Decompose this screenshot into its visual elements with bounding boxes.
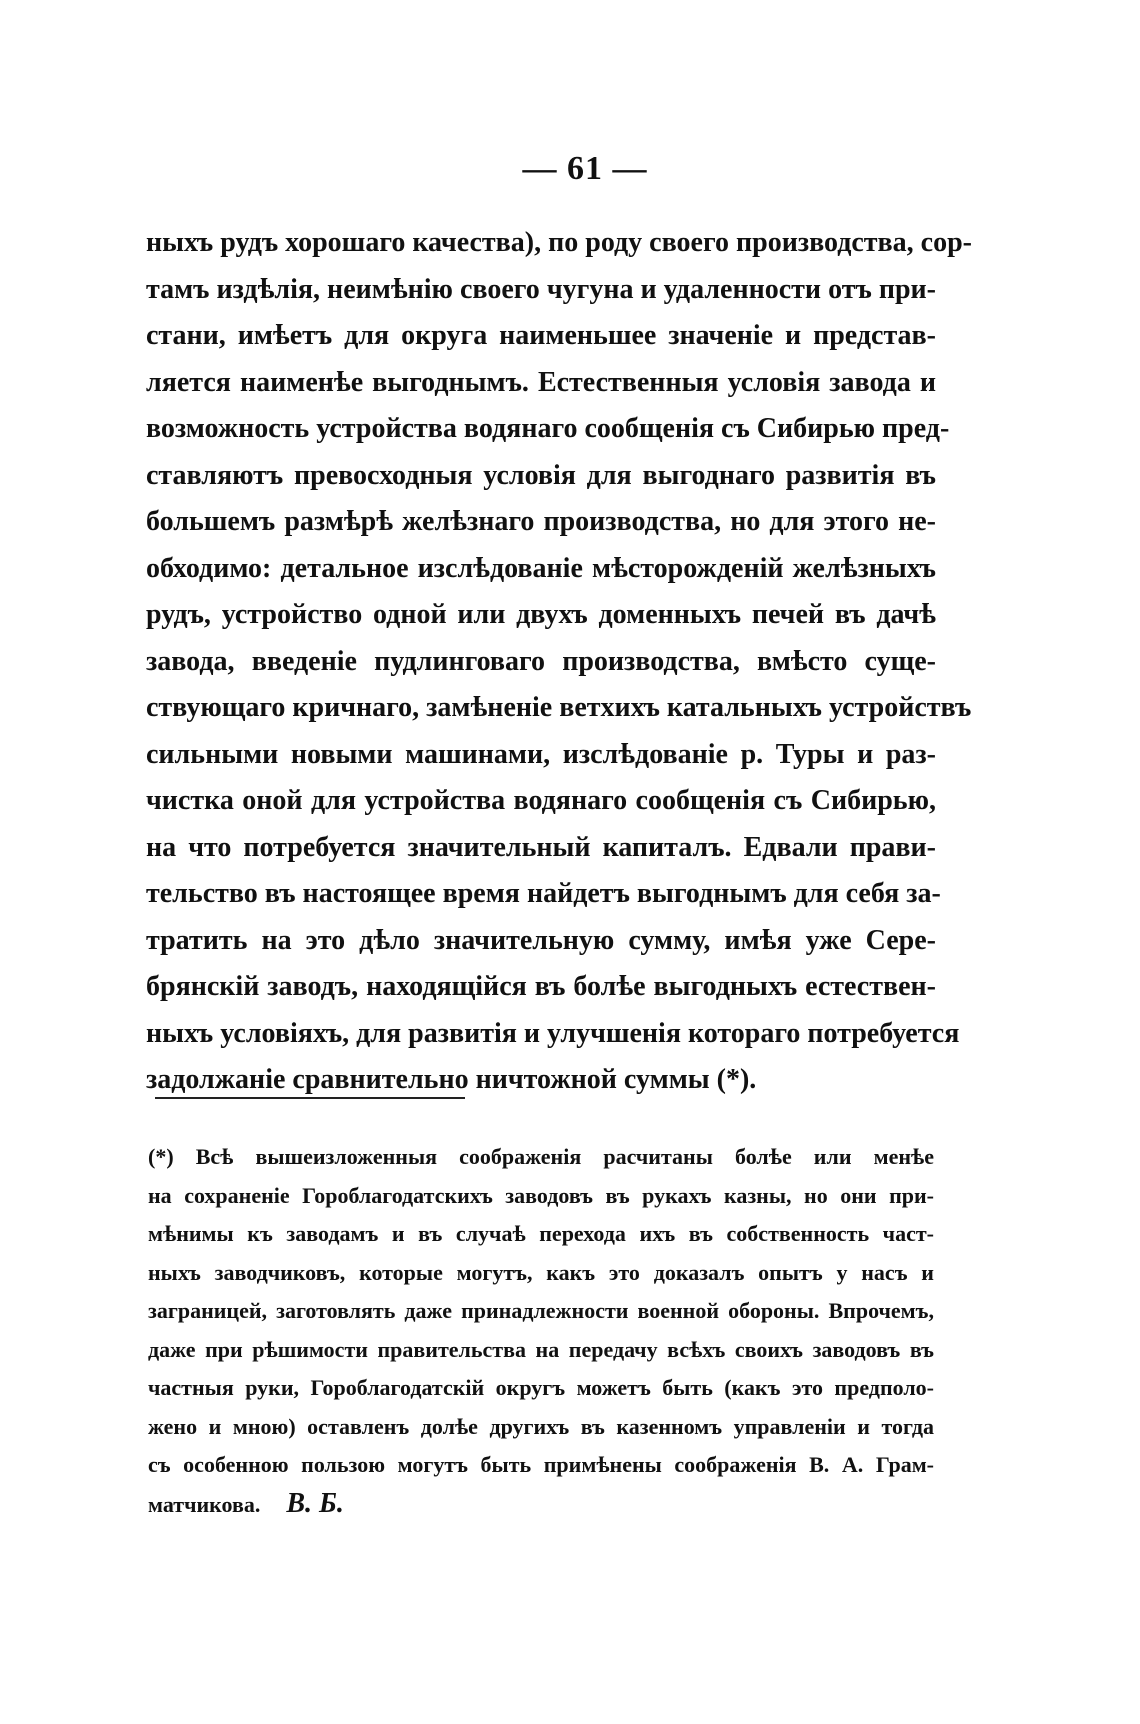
footnote-line bbox=[148, 1369, 934, 1408]
text-line: на что потребуется значительный капиталъ. Едвали прави- bbox=[146, 831, 936, 863]
footnote bbox=[148, 1138, 934, 1523]
footnote-divider bbox=[155, 1097, 465, 1099]
author-signature: В. Б. bbox=[286, 1487, 344, 1519]
text-line: ляется наименѣе выгоднымъ. Естественныя условія завода и bbox=[146, 366, 936, 398]
text-line: обходимо: детальное изслѣдованіе мѣсторожденій желѣзныхъ bbox=[146, 552, 936, 584]
text-line: сильными новыми машинами, изслѣдованіе р. Туры и раз- bbox=[146, 738, 936, 770]
text-line: завода, введеніе пудлинговаго производства, вмѣсто суще- bbox=[146, 645, 936, 677]
text-line: стани, имѣетъ для округа наименьшее значеніе и представ- bbox=[146, 320, 936, 351]
text-line: ставляютъ превосходныя условія для выгоднаго развитія въ bbox=[146, 459, 936, 491]
page-number: — 61 — bbox=[522, 150, 648, 187]
footnote-line-text: ныхъ заводчиковъ, которые могутъ, какъ это доказалъ опытъ у насъ и bbox=[148, 1259, 934, 1285]
text-line: ствующаго кричнаго, замѣненіе ветхихъ катальныхъ устройствъ bbox=[146, 692, 972, 723]
footnote-line-text: съ особенною пользою могутъ быть примѣнены соображенія В. А. Грам- bbox=[148, 1452, 934, 1477]
text-line: тамъ издѣлія, неимѣнію своего чугуна и удаленности отъ при- bbox=[146, 273, 936, 305]
text-line: ныхъ рудъ хорошаго качества), по роду своего производства, сор- bbox=[146, 227, 972, 258]
footnote-line-text: на сохраненіе Гороблагодатскихъ заводовъ въ рукахъ казны, но они при- bbox=[148, 1182, 934, 1208]
text-line: возможность устройства водянаго сообщенія съ Сибирью пред- bbox=[146, 413, 950, 444]
footnote-line bbox=[148, 1138, 934, 1177]
text-line: большемъ размѣрѣ желѣзнаго производства, но для этого не- bbox=[146, 506, 936, 537]
footnote-line-text: заграницей, заготовлять даже принадлежности военной обороны. Впрочемъ, bbox=[148, 1298, 934, 1323]
footnote-line bbox=[148, 1331, 934, 1370]
text-line: тратить на это дѣло значительную сумму, имѣя уже Сере- bbox=[146, 924, 936, 956]
footnote-line-text: матчикова. bbox=[148, 1491, 261, 1517]
footnote-line-text: жено и мною) оставленъ долѣе другихъ въ казенномъ управленіи и тогда bbox=[148, 1413, 934, 1439]
text-line: ныхъ условіяхъ, для развитія и улучшенія котораго потребуется bbox=[146, 1017, 960, 1049]
text-line: тельство въ настоящее время найдетъ выгоднымъ для себя за- bbox=[146, 878, 941, 909]
text-line: задолжаніе сравнительно ничтожной суммы (*). bbox=[146, 1064, 757, 1095]
footnote-line bbox=[148, 1215, 934, 1254]
text-line: чистка оной для устройства водянаго сообщенія съ Сибирью, bbox=[146, 785, 936, 816]
footnote-line bbox=[148, 1177, 934, 1216]
footnote-line-text: частныя руки, Гороблагодатскій округъ можетъ быть (какъ это предполо- bbox=[148, 1375, 934, 1400]
footnote-line bbox=[148, 1292, 934, 1331]
main-body-text bbox=[146, 220, 972, 1104]
footnote-line bbox=[148, 1446, 934, 1485]
footnote-line-text: (*) Всѣ вышеизложенныя соображенія расчитаны болѣе или менѣе bbox=[148, 1144, 934, 1169]
footnote-line bbox=[148, 1254, 934, 1293]
footnote-line bbox=[148, 1408, 934, 1447]
footnote-line-text: даже при рѣшимости правительства на передачу всѣхъ своихъ заводовъ въ bbox=[148, 1336, 934, 1362]
text-line: рудъ, устройство одной или двухъ доменныхъ печей въ дачѣ bbox=[146, 599, 936, 630]
footnote-line bbox=[148, 1485, 934, 1524]
footnote-line-text: мѣнимы къ заводамъ и въ случаѣ перехода ихъ въ собственность част- bbox=[148, 1221, 934, 1246]
text-line: брянскій заводъ, находящійся въ болѣе выгодныхъ естествен- bbox=[146, 971, 936, 1002]
